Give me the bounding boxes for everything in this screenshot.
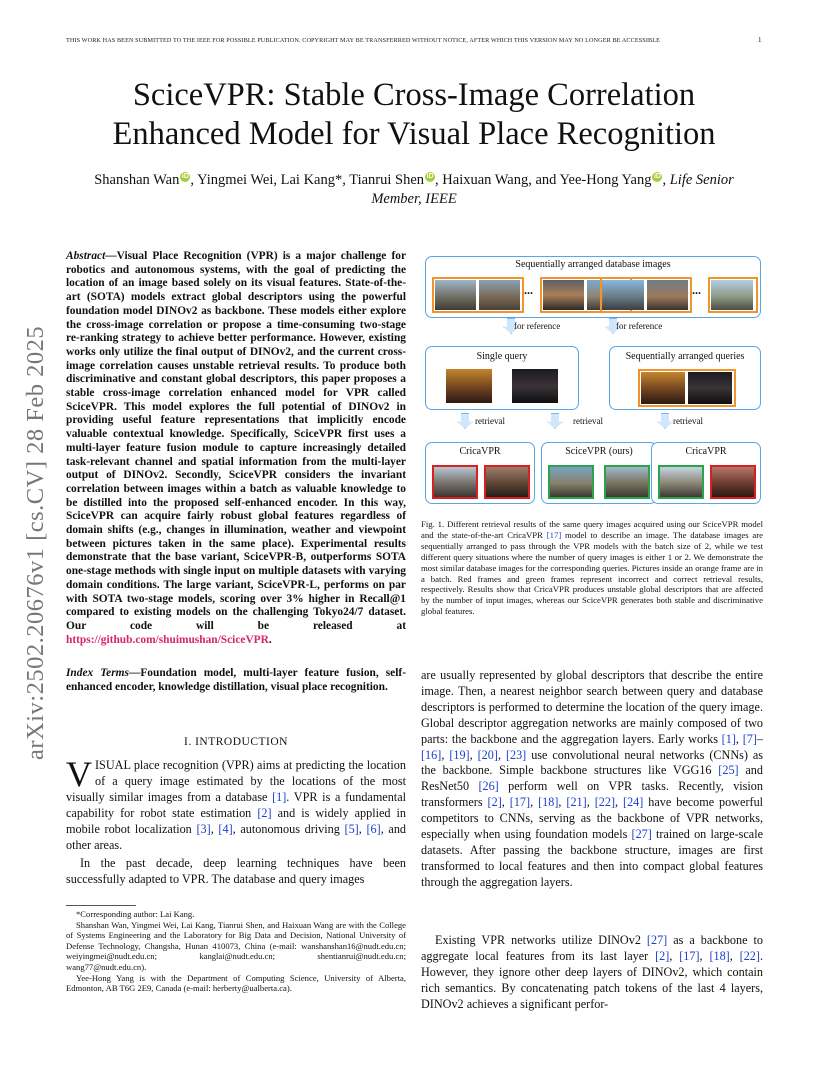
author-text: , Yingmei Wei, Lai Kang*, Tianrui Shen <box>190 172 425 188</box>
cricavpr-result-box <box>425 442 535 504</box>
citation-link[interactable]: [2] <box>655 948 670 963</box>
intro-paragraph-1: VISUAL place recognition (VPR) aims at predicting the location of a query image estimated by the locations of the most visually similar images from a database [1]. VPR is a fundamental capability for robot state estimation [2] and is widely applied in mobile robot localization [3], [4], autonomous driving [5], [6], and other areas. <box>66 754 407 852</box>
single-query-box <box>425 346 579 410</box>
citation-link[interactable]: [17] <box>509 795 531 810</box>
citation-link[interactable]: [19] <box>449 747 470 762</box>
citation-link[interactable]: [21] <box>566 795 587 810</box>
intro-paragraph-2: In the past decade, deep learning techniques have been successfully adapted to VPR. The database and query images <box>66 856 406 886</box>
citation-link[interactable]: [5] <box>344 821 359 836</box>
correct-result-image <box>604 465 650 499</box>
cricavpr-label: CricaVPR <box>685 446 727 457</box>
author-list: Shanshan Wan iD , Yingmei Wei, Lai Kang*, Tianrui Shen iD , Haixuan Wang, and Yee-Hong Yang iD , Life Senior Member, IEEE <box>94 172 734 207</box>
cricavpr-label: CricaVPR <box>459 446 501 457</box>
database-box <box>425 256 761 318</box>
author-membership: Life Senior <box>669 172 734 188</box>
scicevpr-result-box <box>541 442 657 504</box>
index-terms <box>66 667 406 694</box>
author-text: Shanshan Wan <box>94 172 180 188</box>
citation-link[interactable]: [17] <box>679 948 700 963</box>
index-terms-text: —Foundation model, multi-layer feature fusion, self-enhanced encoder, knowledge distillation, visual place recognition. <box>66 667 406 693</box>
query-image <box>446 369 492 403</box>
citation-link[interactable]: [27] <box>631 827 652 842</box>
citation-link[interactable]: [23] <box>505 747 527 762</box>
query-image <box>688 372 732 404</box>
query-image <box>512 369 558 403</box>
arrow-down-icon <box>657 413 673 429</box>
ellipsis: ... <box>692 283 701 297</box>
citation-link[interactable]: [1] <box>272 789 287 804</box>
citation-link[interactable]: [20] <box>477 747 498 762</box>
citation-link[interactable]: [3] <box>196 821 211 836</box>
citation-link[interactable]: [18] <box>709 948 730 963</box>
incorrect-result-image <box>484 465 530 499</box>
cricavpr-result-box-2 <box>651 442 761 504</box>
retrieval-label: retrieval <box>573 416 603 426</box>
arrow-down-icon <box>547 413 563 429</box>
figure-1 <box>421 250 763 512</box>
footnote-corresponding: *Corresponding author: Lai Kang. <box>76 909 195 919</box>
correct-result-image <box>658 465 704 499</box>
citation-link[interactable]: [4] <box>218 821 233 836</box>
orcid-icon[interactable]: iD <box>426 173 434 181</box>
code-link[interactable]: https://github.com/shuimushan/SciceVPR <box>66 633 269 646</box>
database-image <box>435 280 476 310</box>
citation-link[interactable]: [18] <box>538 795 559 810</box>
orcid-icon[interactable]: iD <box>653 173 661 181</box>
abstract-label: Abstract <box>66 250 106 262</box>
abstract: Abstract—Visual Place Recognition (VPR) is a major challenge for robotics and autonomous systems, with the goal of predicting the location of an image based solely on its visual features. State-of-the-art (SOTA) models extract global descriptors using the powerful foundation model DINOv2 as backbone. These models either explore the cross-image correlation or propose a time-consuming two-stage re-ranking strategy to achieve better performance. However, existing works only utilize the final output of DINOv2, and the current cross-image correlation causes unstable retrieval results. To produce both discriminative and constant global descriptors, this paper proposes a stable cross-image correlation enhanced model for VPR called SciceVPR. This model explores the full potential of DINOv2 in providing useful feature representations that implicitly encode valuable contextual knowledge. Specifically, SciceVPR first uses a multi-layer feature fusion module to capture increasingly detailed task-relevant channel and spatial information from the multi-layer output of DINOv2. Secondly, SciceVPR considers the invariant correlation between images within a batch as valuable knowledge to be distilled into the proposed self-enhanced encoder. In this way, SciceVPR can acquire fairly robust global features regardless of domain shifts (e.g., changes in illumination, weather and viewpoint between pictures taken in the same place). Experimental results demonstrate that the base variant, SciceVPR-B, outperforms SOTA one-stage methods with single input on multiple datasets with varying domain conditions. The large variant, SciceVPR-L, performs on par with SOTA two-stage models, scoring over 3% higher in Recall@1 compared to existing models on the challenging Tokyo24/7 dataset. Our code will be released at https://github.com/shuimushan/SciceVPR. <box>66 250 406 646</box>
figure-label: Fig. 1. <box>421 519 445 529</box>
index-terms-label: Index Terms <box>66 667 129 679</box>
page-number: 1 <box>758 36 762 44</box>
correct-result-image <box>548 465 594 499</box>
citation-link[interactable]: [24] <box>623 795 644 810</box>
database-label: Sequentially arranged database images <box>515 259 671 270</box>
citation-link[interactable]: [1] <box>721 731 736 746</box>
batch-frame <box>600 277 692 313</box>
citation-link[interactable]: [16] <box>421 747 442 762</box>
section-heading: I. INTRODUCTION <box>184 736 288 748</box>
incorrect-result-image <box>710 465 756 499</box>
running-header: THIS WORK HAS BEEN SUBMITTED TO THE IEEE FOR POSSIBLE PUBLICATION. COPYRIGHT MAY BE TRANSFERRED WITHOUT NOTICE, AFTER WHICH THIS VERSION MAY NO LONGER BE ACCESSIBLE <box>66 37 660 44</box>
batch-frame <box>432 277 524 313</box>
citation-link[interactable]: [17] <box>546 529 562 540</box>
sequential-queries-label: Sequentially arranged queries <box>625 351 745 362</box>
author-text: , Haixuan Wang, and Yee-Hong Yang <box>435 172 652 188</box>
right-paragraph-2: Existing VPR networks utilize DINOv2 [27] as a backbone to aggregate local features from its last layer [2], [17], [18], [22]. However, they ignore other deep layers of DINOv2, which contain rich semantics. By concatenating patch tokens of the last 4 layers, DINOv2 achieves a significant perfor- <box>421 933 764 1011</box>
retrieval-label: retrieval <box>475 416 505 426</box>
right-paragraph-1: are usually represented by global descriptors that describe the entire image. Then, a nearest neighbor search between query and database descriptors is performed to determine the location of the query image. Global descriptor aggregation networks are mainly composed of two parts: the backbone and the aggregation layers. Early works [1], [7]–[16], [19], [20], [23] use convolutional neural networks (CNNs) as the backbone. Simple backbone structures like VGG16 [25] and ResNet50 [26] perform well on VPR tasks. Recently, vision transformers [2], [17], [18], [21], [22], [24] have become powerful competitors to CNNs, serving as the backbone of VPR networks, especially when using foundation models [27] trained on large-scale datasets. After passing the backbone structure, images are first transformed to local features and then into compact global features through the aggregation layers. <box>421 668 764 889</box>
reference-label: for reference <box>616 321 663 331</box>
batch-frame <box>708 277 758 313</box>
citation-link[interactable]: [2] <box>257 805 272 820</box>
drop-cap: V <box>66 754 92 794</box>
scicevpr-label: SciceVPR (ours) <box>565 446 633 457</box>
sequential-queries-box <box>609 346 761 410</box>
batch-frame <box>638 369 736 407</box>
arxiv-identifier: arXiv:2502.20676v1 [cs.CV] 28 Feb 2025 <box>22 325 49 760</box>
title-line-1: SciceVPR: Stable Cross-Image Correlation <box>132 77 696 113</box>
citation-link[interactable]: [2] <box>487 795 502 810</box>
incorrect-result-image <box>432 465 478 499</box>
footnote-affiliation-1: Shanshan Wan, Yingmei Wei, Lai Kang, Tianrui Shen, and Haixuan Wang are with the College of Systems Engineering and the Laboratory for Big Data and Decision, National University of Defense Technology, Changsha, Hunan 410073, China (e-mail: wanshanshan16@nudt.edu.cn; weiyingmei@nudt.edu.cn; kanglai@nudt.edu.cn; shentianrui@nudt.edu.cn; wang77@nudt.edu.cn). <box>66 919 406 972</box>
citation-link[interactable]: [7] <box>742 731 757 746</box>
abstract-text: —Visual Place Recognition (VPR) is a major challenge for robotics and autonomous systems, with the goal of predicting the location of an image based solely on its visual features. State-of-the-art (SOTA) models extract global descriptors using the powerful foundation model DINOv2 as backbone. These models either explore the cross-image correlation or propose a time-consuming two-stage re-ranking strategy to achieve better performance. However, existing works only utilize the final output of DINOv2, and the current cross-image correlation causes unstable retrieval results. To produce both discriminative and constant global descriptors, this paper proposes a stable cross-image correlation enhanced model for VPR called SciceVPR. This model explores the full potential of DINOv2 in providing useful feature representations that implicitly encode valuable contextual knowledge. Specifically, SciceVPR first uses a multi-layer feature fusion module to capture increasingly detailed task-relevant channel and spatial information from the multi-layer output of DINOv2. Secondly, SciceVPR considers the invariant correlation between images within a batch as valuable knowledge to be distilled into the proposed self-enhanced encoder. In this way, SciceVPR can acquire fairly robust global features regardless of domain shifts (e.g., changes in illumination, weather and viewpoint between pictures taken in the same place). Experimental results demonstrate that the base variant, SciceVPR-B, outperforms SOTA one-stage methods with single input on multiple datasets with varying domain conditions. The large variant, SciceVPR-L, performs on par with SOTA two-stage models, scoring over 3% higher in Recall@1 compared to existing models on the challenging Tokyo24/7 dataset. Our code will be released at <box>66 250 406 632</box>
citation-link[interactable]: [27] <box>646 933 668 947</box>
citation-link[interactable]: [25] <box>718 763 739 778</box>
citation-link[interactable]: [6] <box>366 821 381 836</box>
author-membership-line2: Member, IEEE <box>371 191 457 207</box>
database-image <box>603 280 644 310</box>
database-image <box>543 280 584 310</box>
footnotes <box>66 905 406 994</box>
paper-title <box>60 76 768 154</box>
query-image <box>641 372 685 404</box>
reference-label: for reference <box>514 321 561 331</box>
database-image <box>711 280 753 310</box>
citation-link[interactable]: [22] <box>594 795 616 810</box>
arrow-down-icon <box>457 413 473 429</box>
citation-link[interactable]: [26] <box>478 779 499 794</box>
database-image <box>647 280 688 310</box>
title-line-2: Enhanced Model for Visual Place Recognition <box>112 116 716 152</box>
footnote-affiliation-2: Yee-Hong Yang is with the Department of Computing Science, University of Alberta, Edmonton, AB T6G 2E9, Canada (e-mail: herberty@ualberta.ca). <box>66 972 406 994</box>
citation-link[interactable]: [22] <box>739 948 760 963</box>
database-image <box>479 280 520 310</box>
single-query-label: Single query <box>476 351 528 362</box>
orcid-icon[interactable]: iD <box>181 173 189 181</box>
retrieval-label: retrieval <box>673 416 703 426</box>
figure-caption: Fig. 1. Different retrieval results of the same query images acquired using our SciceVPR model and the state-of-the-art CricaVPR [17] model to describe an image. The database images are sequentially arranged to pass through the VPR models with the batch size of 2, while we test different query situations where the number of query images is either 1 or 2. We demonstrate the most similar database images for the corresponding queries. Pictures inside an orange frame are in a batch. Red frames and green frames represent incorrect and correct retrieval results, respectively. Results show that CricaVPR produces unstable global descriptors that are affected by the number of input images, whereas our SciceVPR generates both stable and discriminative global features. <box>421 519 764 617</box>
ellipsis: ... <box>524 283 533 297</box>
